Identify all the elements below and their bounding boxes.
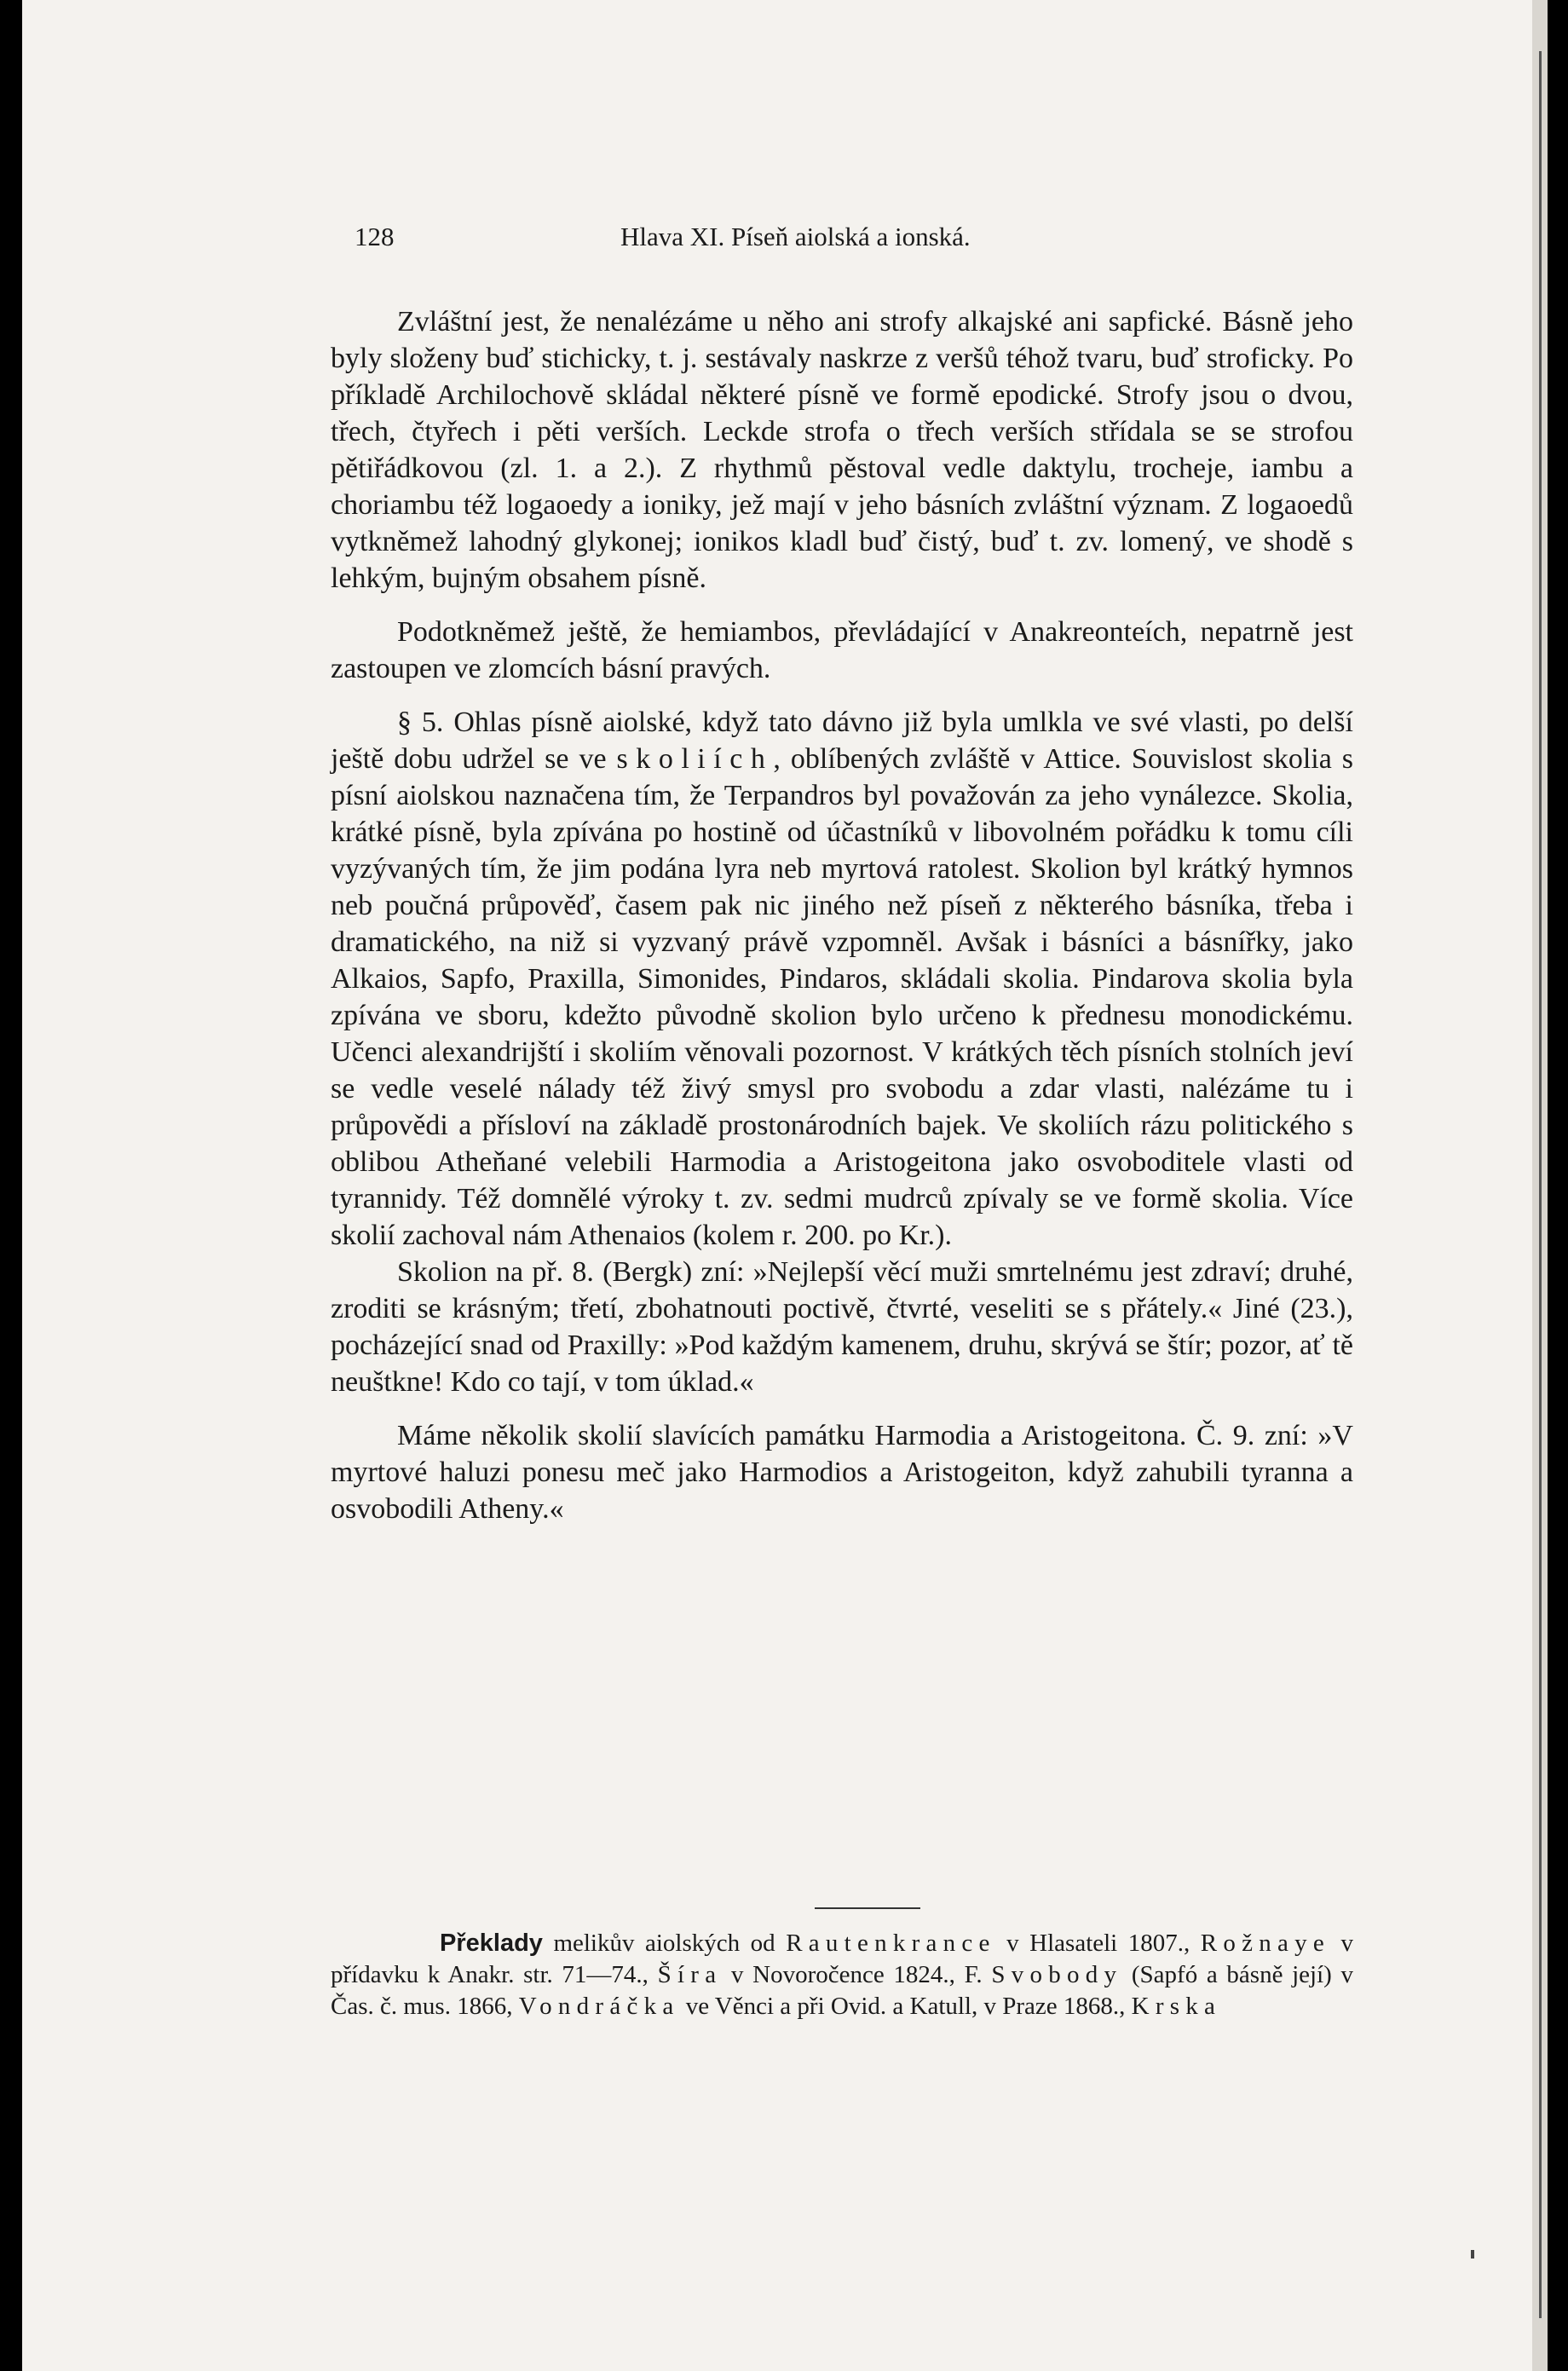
spaced-term-skolia: skoliích xyxy=(616,743,774,775)
footnote-lead: Překlady xyxy=(440,1930,543,1957)
footnote-name: Svobody xyxy=(991,1961,1123,1988)
paragraph-1: Zvláštní jest, že nenalézáme u něho ani strofy alkajské ani sapfické. Básně jeho byly složeny buď stichicky, t. j. sestávaly naskrze z veršů téhož tvaru, buď stroficky. Po příkladě Archilochově skládal některé písně ve formě epodické. Strofy jsou o dvou, třech, čtyřech i pěti verších. Leckde strofa o třech verších střídala se se strofou pětiřádkovou (zl. 1. a 2.). Z rhythmů pěstoval vedle daktylu, trocheje, iambu a choriambu též logaoedy a ioniky, jež mají v jeho básních zvláštní význam. Z logaoedů vytkněmež lahodný glykonej; ionikos kladl buď čistý, buď t. zv. lomený, ve shodě s lehkým, bujným obsahem písně. xyxy=(331,306,1353,594)
footnote-name: Rožnaye xyxy=(1200,1930,1331,1957)
footnote-text: v přídavku k Anakr. str. 71—74., xyxy=(331,1930,1354,1988)
footnote-name: Rautenkrance xyxy=(786,1930,996,1957)
binding-line xyxy=(1539,51,1542,2318)
paragraph-3-start: § 5. Ohlas písně aiolské, když tato dávno již byla umlkla ve své vlasti, po delší ještě dobu udržel se ve xyxy=(331,707,1353,775)
footnote-name: Vondráčka xyxy=(518,1993,680,2020)
footnote-text: ve Věnci a při Ovid. a Katull, v Praze 1868., xyxy=(679,1993,1126,2020)
book-page xyxy=(22,0,1532,2371)
paragraph-3 xyxy=(331,704,1353,1254)
paragraph-3-rest: , oblíbených zvláště v Attice. Souvislost skolia s písní aiolskou naznačena tím, že Terpandros byl považován za jeho vynálezce. Skolia, krátké písně, byla zpívána po hostině od účastníků v libovolném pořádku k tomu cíli vyzývaných tím, že jim podána lyra neb myrtová ratolest. Skolion byl krátký hymnos neb poučná průpověď, časem pak nic jiného než píseň z některého básníka, třeba i dramatického, na niž si vyzvaný právě vzpomněl. Avšak i básníci a básnířky, jako Alkaios, Sapfo, Praxilla, Simonides, Pindaros, skládali skolia. Pindarova skolia byla zpívána ve sboru, kdežto původně skolion bylo určeno k přednesu monodickému. Učenci alexandrijští i skoliím věnovali pozornost. V krátkých těch písních stolních jeví se vedle veselé nálady též živý smysl pro svobodu a zdar vlasti, nalézáme tu i průpovědi a přísloví na základě prostonárodních bajek. Ve skoliích rázu politického s oblibou Atheňané velebili Harmodia a Aristogeitona jako osvoboditele vlasti od tyrannidy. Též domnělé výroky t. zv. sedmi mudrců zpívaly se ve formě skolia. Více skolií zachoval nám Athenaios (kolem r. 200. po Kr.). xyxy=(331,743,1354,1251)
footnote-text: melikův aiolských od xyxy=(542,1930,775,1957)
footnote-divider xyxy=(815,1907,920,1909)
paragraph-5: Máme několik skolií slavících památku Harmodia a Aristogeitona. Č. 9. zní: »V myrtové haluzi ponesu meč jako Harmodios a Aristogeiton, když zahubili tyranna a osvobodili Atheny.« xyxy=(331,1420,1353,1525)
footnote xyxy=(331,1928,1353,2022)
page-number: 128 xyxy=(355,222,395,251)
footnote-name: Šíra xyxy=(657,1961,723,1988)
paragraph-2: Podotkněmež ještě, že hemiambos, převládající v Anakreonteích, nepatrně jest zastoupen ve zlomcích básní pravých. xyxy=(331,616,1353,684)
page-header xyxy=(331,218,1362,256)
print-speck xyxy=(1471,2250,1474,2259)
footnote-name: Krska xyxy=(1131,1993,1222,2020)
footnote-text: v Novoročence 1824., F. xyxy=(722,1961,983,1988)
main-text xyxy=(331,303,1353,1544)
footnote-text: (Sapfó a básně její) v Čas. č. mus. 1866, xyxy=(331,1961,1353,2020)
paragraph-4: Skolion na př. 8. (Bergk) zní: »Nejlepší věcí muži smrtelnému jest zdraví; druhé, zroditi se krásným; třetí, zbohatnouti poctivě, čtvrté, veseliti se s přátely.« Jiné (23.), pocházející snad od Praxilly: »Pod každým kamenem, druhu, skrývá se štír; pozor, ať tě neuštkne! Kdo co tají, v tom úklad.« xyxy=(331,1256,1353,1398)
footnote-text: v Hlasateli 1807., xyxy=(995,1930,1190,1957)
running-title: Hlava XI. Píseň aiolská a ionská. xyxy=(620,222,971,251)
